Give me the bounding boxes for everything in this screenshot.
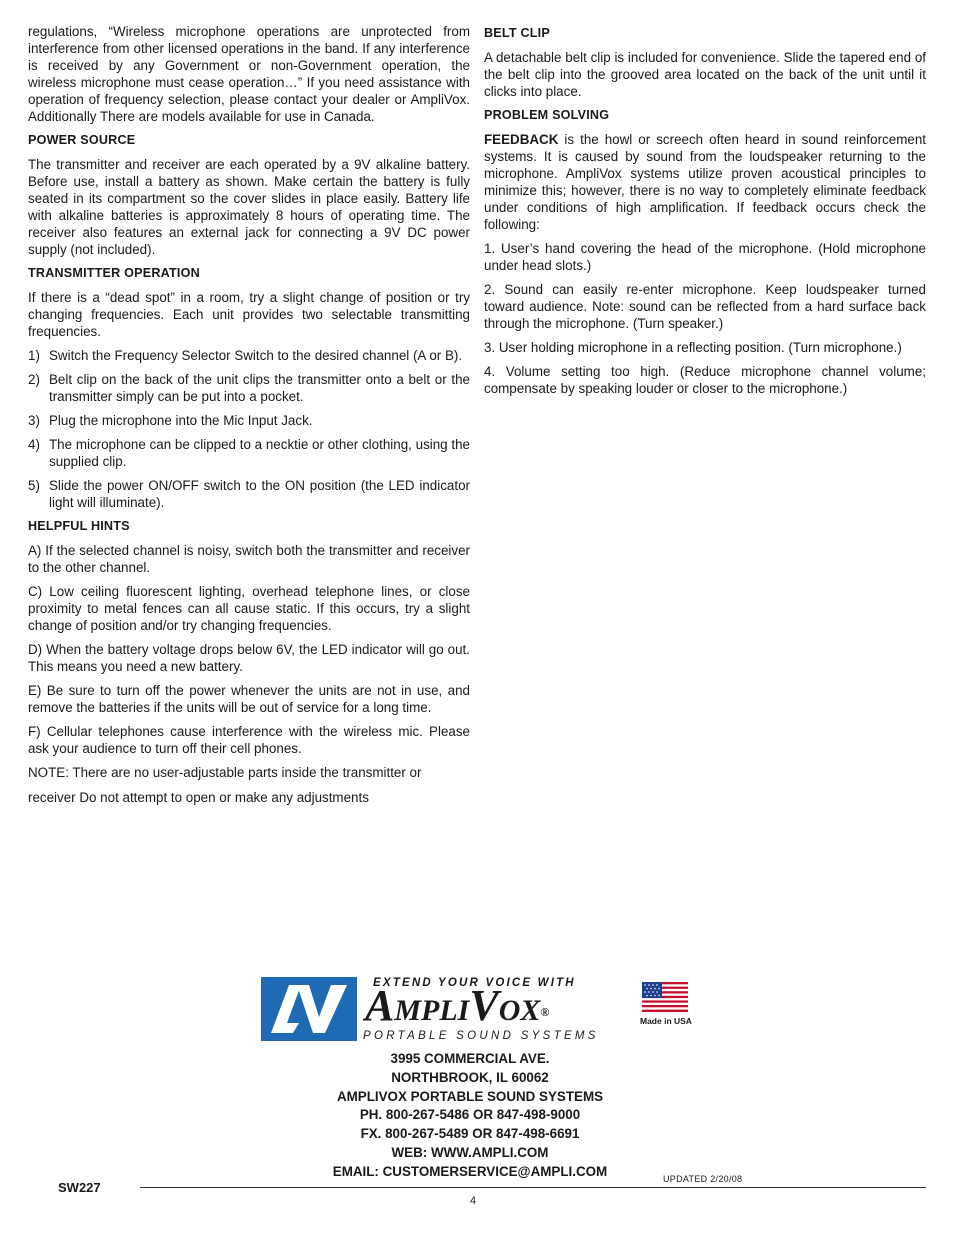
us-flag-icon <box>642 982 688 1012</box>
step-number: 5) <box>28 478 40 493</box>
left-column <box>28 23 470 813</box>
step-number: 4) <box>28 437 40 452</box>
transmitter-operation-heading: TRANSMITTER OPERATION <box>28 266 200 280</box>
step-text: Belt clip on the back of the unit clips the transmitter onto a belt or the transmitter simply can be put into a pocket. <box>49 372 470 404</box>
hint-paragraph: C) Low ceiling fluorescent lighting, overhead telephone lines, or close proximity to metal fences can all cause static. If this occurs, try a slight change of position and/or try changing frequencies. <box>28 584 470 633</box>
power-source-heading: POWER SOURCE <box>28 133 136 147</box>
cause-item: 3. User holding microphone in a reflecting position. (Turn microphone.) <box>484 340 902 355</box>
step-number: 2) <box>28 372 40 387</box>
wordmark-mpli: MPLI <box>394 994 470 1027</box>
address-street: 3995 COMMERCIAL AVE. <box>390 1051 550 1066</box>
feedback-paragraph <box>484 131 926 233</box>
amplivox-logo <box>261 975 629 1043</box>
list-item <box>28 477 470 511</box>
av-logo-mark <box>261 977 357 1041</box>
company-address <box>270 1050 670 1182</box>
power-source-paragraph: The transmitter and receiver are each operated by a 9V alkaline battery. Before use, install a battery as shown. Make certain the battery is fully seated in its compartment so the cover slides in place easily. Battery life with alkaline batteries is approximately 8 hours of operating time. The receiver also features an external jack for connecting a 9V DC power supply (not included). <box>28 157 470 257</box>
step-text: Switch the Frequency Selector Switch to the desired channel (A or B). <box>49 348 463 363</box>
logo-tagline: EXTEND YOUR VOICE WITH <box>373 977 576 989</box>
problem-solving-heading: PROBLEM SOLVING <box>484 108 610 122</box>
step-number: 3) <box>28 413 40 428</box>
hint-paragraph: F) Cellular telephones cause interference with the wireless mic. Please ask your audience to turn off their cell phones. <box>28 724 470 756</box>
cause-item: 1. User’s hand covering the head of the microphone. (Hold microphone under head slots.) <box>484 241 926 273</box>
list-item <box>28 436 470 470</box>
step-text: Plug the microphone into the Mic Input Jack. <box>49 413 313 428</box>
web-line: WEB: WWW.AMPLI.COM <box>391 1144 549 1160</box>
wordmark-v: V <box>469 981 499 1030</box>
list-item <box>28 371 470 405</box>
helpful-hints-heading: HELPFUL HINTS <box>28 519 130 533</box>
page-number: 4 <box>470 1195 477 1207</box>
hint-paragraph: A) If the selected channel is noisy, switch both the transmitter and receiver to the other channel. <box>28 543 470 575</box>
intro-paragraph: regulations, “Wireless microphone operations are unprotected from interference from other licensed operations in the band. If any interference is received by any Government or non-Government operation, the wireless microphone must cease operation…” If you need assistance with operation of frequency selection, please contact your dealer or AmpliVox. Additionally There are models available for use in Canada. <box>28 24 470 124</box>
note-line-2: receiver Do not attempt to open or make any adjustments <box>28 790 369 805</box>
belt-clip-heading: BELT CLIP <box>484 26 550 40</box>
logo-subline: PORTABLE SOUND SYSTEMS <box>363 1030 599 1042</box>
hint-paragraph: E) Be sure to turn off the power whenever the units are not in use, and remove the batteries if the units will be out of service for a long time. <box>28 683 470 715</box>
fax-line: FX. 800-267-5489 OR 847-498-6691 <box>360 1126 580 1142</box>
company-name: AMPLIVOX PORTABLE SOUND SYSTEMS <box>336 1088 604 1104</box>
email-line: EMAIL: CUSTOMERSERVICE@AMPLI.COM <box>332 1163 608 1179</box>
step-text: Slide the power ON/OFF switch to the ON position (the LED indicator light will illuminate). <box>49 478 470 510</box>
wordmark-a: A <box>365 981 395 1030</box>
wordmark-ox: OX <box>498 994 541 1027</box>
updated-date: UPDATED 2/20/08 <box>663 1174 743 1184</box>
document-code: SW227 <box>58 1180 101 1195</box>
step-number: 1) <box>28 348 40 363</box>
phone-line: PH. 800-267-5486 OR 847-498-9000 <box>359 1107 581 1123</box>
address-city: NORTHBROOK, IL 60062 <box>391 1069 549 1085</box>
transmitter-steps-list <box>28 347 470 511</box>
list-item <box>28 412 470 429</box>
step-text: The microphone can be clipped to a necktie or other clothing, using the supplied clip. <box>49 437 470 469</box>
made-in-usa-label: Made in USA <box>640 1016 692 1026</box>
belt-clip-paragraph: A detachable belt clip is included for convenience. Slide the tapered end of the belt clip into the grooved area located on the back of the unit until it clicks into place. <box>484 50 926 99</box>
av-monogram-icon <box>261 977 357 1041</box>
feedback-text: is the howl or screech often heard in sound reinforcement systems. It is caused by sound from the loudspeaker returning to the microphone. AmpliVox systems utilize proven acoustical principles to minimize this; however, there is no way to completely eliminate feedback under conditions of high amplification. If feedback occurs check the following: <box>484 132 926 232</box>
footer-divider <box>140 1187 926 1188</box>
feedback-label: FEEDBACK <box>484 132 559 147</box>
list-item <box>28 347 470 364</box>
right-column <box>484 23 926 404</box>
cause-item: 4. Volume setting too high. (Reduce microphone channel volume; compensate by speaking louder or closer to the microphone.) <box>484 364 926 396</box>
hint-paragraph: D) When the battery voltage drops below 6V, the LED indicator will go out. This means you need a new battery. <box>28 642 470 674</box>
transmitter-operation-paragraph: If there is a “dead spot” in a room, try a slight change of position or try changing frequencies. Each unit provides two selectable transmitting frequencies. <box>28 290 470 339</box>
cause-item: 2. Sound can easily re-enter microphone. Keep loudspeaker turned toward audience. Note: sound can be reflected from a hard surface back through the microphone. (Turn speaker.) <box>484 282 926 331</box>
registered-mark: ® <box>540 1005 550 1019</box>
note-line-1: NOTE: There are no user-adjustable parts inside the transmitter or <box>28 765 422 780</box>
